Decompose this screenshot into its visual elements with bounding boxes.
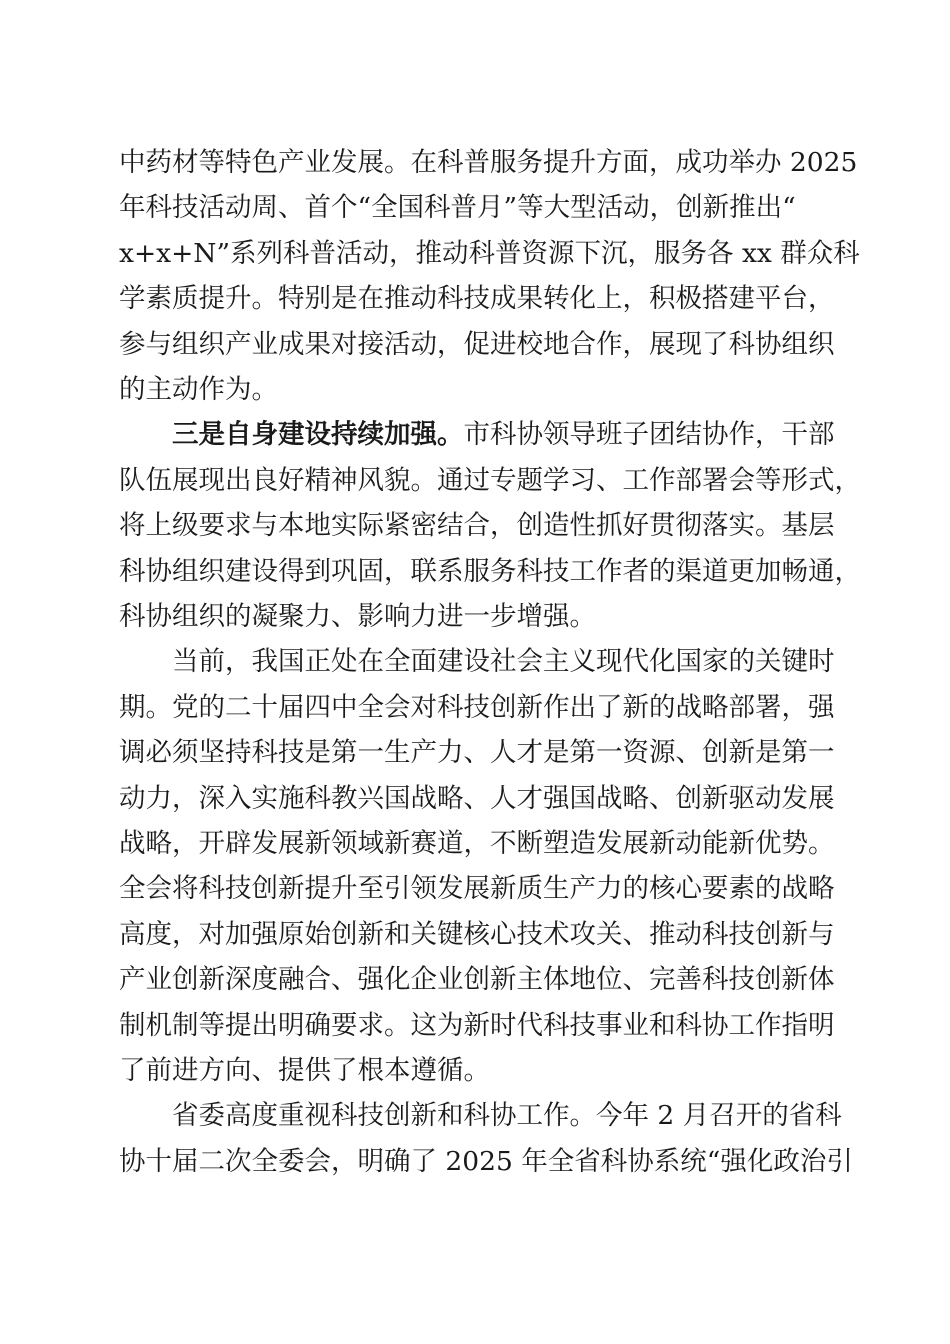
text-line: 了前进方向、提供了根本遵循。 xyxy=(119,1055,490,1086)
text-line: 产业创新深度融合、强化企业创新主体地位、完善科技创新体 xyxy=(119,964,835,995)
text-line: 队伍展现出良好精神风貌。通过专题学习、工作部署会等形式， xyxy=(119,465,861,496)
text-line: 战略，开辟发展新领域新赛道，不断塑造发展新动能新优势。 xyxy=(119,828,835,859)
text-line: 制机制等提出明确要求。这为新时代科技事业和科协工作指明 xyxy=(119,1010,835,1041)
text-line: 动力，深入实施科教兴国战略、人才强国战略、创新驱动发展 xyxy=(119,783,835,814)
text-line: 协十届二次全委会，明确了 2025 年全省科协系统“强化政治引 xyxy=(119,1146,853,1177)
text-line: x+x+N”系列科普活动，推动科普资源下沉，服务各 xx 群众科 xyxy=(119,238,860,269)
paragraph-heading: 三是自身建设持续加强。 xyxy=(172,419,464,450)
text-line: 期。党的二十届四中全会对科技创新作出了新的战略部署，强 xyxy=(119,692,835,723)
text-line: 调必须坚持科技是第一生产力、人才是第一资源、创新是第一 xyxy=(119,737,835,768)
paragraph-first-line: 省委高度重视科技创新和科协工作。今年 2 月召开的省科 xyxy=(172,1100,842,1131)
text-line: 科协组织建设得到巩固，联系服务科技工作者的渠道更加畅通， xyxy=(119,556,861,587)
text-line: 中药材等特色产业发展。在科普服务提升方面，成功举办 2025 xyxy=(119,147,858,178)
text-line: 高度，对加强原始创新和关键核心技术攻关、推动科技创新与 xyxy=(119,919,835,950)
text-span: 市科协领导班子团结协作，干部 xyxy=(463,419,835,450)
text-line: 将上级要求与本地实际紧密结合，创造性抓好贯彻落实。基层 xyxy=(119,510,835,541)
text-line: 的主动作为。 xyxy=(119,374,278,405)
text-line: 全会将科技创新提升至引领发展新质生产力的核心要素的战略 xyxy=(119,873,835,904)
paragraph-first-line: 当前，我国正处在全面建设社会主义现代化国家的关键时 xyxy=(172,646,835,677)
text-line: 参与组织产业成果对接活动，促进校地合作，展现了科协组织 xyxy=(119,329,835,360)
text-line: 科协组织的凝聚力、影响力进一步增强。 xyxy=(119,601,596,632)
text-line: 年科技活动周、首个“全国科普月”等大型活动，创新推出“ xyxy=(119,192,796,223)
paragraph-first-line xyxy=(172,419,835,451)
text-line: 学素质提升。特别是在推动科技成果转化上，积极搭建平台， xyxy=(119,283,835,314)
